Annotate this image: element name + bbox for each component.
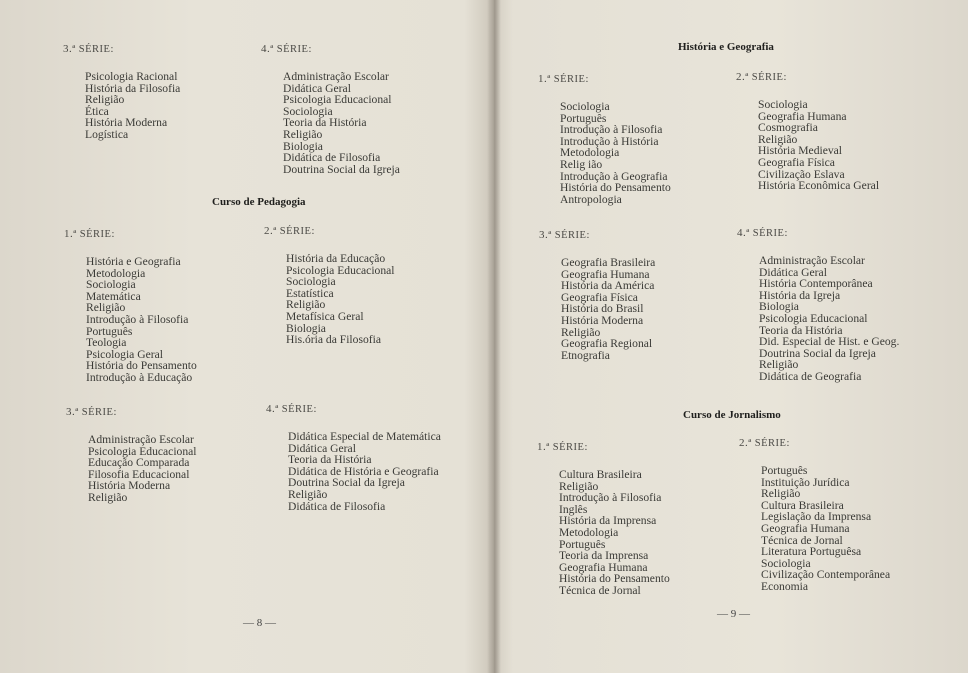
subject-item: Biologia — [286, 321, 326, 335]
serie-number: 2.ª — [736, 71, 749, 83]
subject-item: Didática Geral — [283, 81, 351, 95]
subject-item: História do Pensamento — [559, 572, 670, 586]
subject-item: Matemática — [86, 289, 141, 303]
subject-item: História Moderna — [85, 116, 168, 130]
subject-list — [63, 71, 180, 141]
serie-number: 4.ª — [261, 43, 274, 55]
page-number: — 8 — — [243, 617, 276, 629]
subject-item: Economia — [761, 579, 809, 593]
subject-item: Psicologia Educacional — [286, 263, 395, 277]
subject-item: Didática Especial de Matemática — [288, 430, 441, 443]
subject-item: Geografia Humana — [758, 109, 847, 123]
subject-item: Civilização Eslava — [758, 167, 845, 181]
serie-word: SÉRIE: — [554, 230, 590, 241]
subject-item: História e Geografia — [86, 255, 181, 268]
serie-number: 1.ª — [64, 228, 77, 240]
serie-number: 2.ª — [739, 437, 752, 449]
subject-item: Religião — [758, 132, 798, 146]
subject-item: Geografia Física — [561, 290, 638, 304]
subject-list — [739, 465, 890, 593]
serie-word: SÉRIE: — [281, 404, 317, 415]
block-jornalismo-2-serie — [739, 437, 890, 593]
subject-item: Cultura Brasileira — [559, 468, 642, 481]
subject-item: Metafísica Geral — [286, 309, 364, 323]
subject-item: Religião — [761, 487, 801, 501]
subject-list — [266, 431, 441, 512]
serie-word: SÉRIE: — [752, 228, 788, 239]
subject-item: Metodologia — [559, 525, 619, 539]
serie-word: SÉRIE: — [276, 44, 312, 55]
subject-list — [537, 469, 670, 597]
block-3-serie — [63, 43, 180, 141]
subject-list — [737, 255, 899, 383]
subject-item: Administração Escolar — [88, 433, 194, 446]
serie-word: SÉRIE: — [279, 226, 315, 237]
subject-item: Português — [761, 464, 808, 477]
subject-item: Educação Comparada — [88, 456, 190, 470]
subject-item: Doutrina Social da Igreja — [759, 346, 876, 360]
subject-item: Geografia Brasileira — [561, 256, 656, 269]
subject-item: Introdução à Filosofia — [560, 123, 663, 137]
block-pedagogia-3-serie — [66, 406, 197, 504]
subject-list — [538, 101, 671, 205]
subject-item: Religião — [85, 93, 125, 107]
subject-item: Didática de História e Geografia — [288, 464, 439, 478]
subject-item: Filosofia Educacional — [88, 467, 190, 481]
serie-number: 4.ª — [266, 403, 279, 415]
serie-word: SÉRIE: — [78, 44, 114, 55]
page-number: — 9 — — [717, 608, 750, 620]
subject-item: Etnografia — [561, 348, 610, 362]
subject-list — [261, 71, 400, 175]
subject-item: Português — [559, 537, 606, 551]
subject-item: Did. Especial de Hist. e Geog. — [759, 335, 900, 349]
subject-item: Sociologia — [761, 556, 811, 570]
serie-label — [736, 71, 879, 83]
subject-item: Psicologia Educacional — [88, 444, 197, 458]
subject-item: Metodologia — [86, 266, 146, 280]
page-9 — [495, 0, 968, 673]
serie-number: 3.ª — [539, 229, 552, 241]
serie-number: 3.ª — [66, 406, 79, 418]
subject-list — [539, 257, 655, 361]
subject-item: História da Imprensa — [559, 514, 657, 528]
subject-item: História da Filosofia — [85, 81, 181, 95]
subject-item: História da América — [561, 279, 655, 293]
subject-item: Teoria da História — [288, 453, 372, 467]
subject-item: Religião — [86, 301, 126, 315]
serie-number: 1.ª — [538, 73, 551, 85]
subject-item: Inglês — [559, 502, 588, 516]
subject-item: Técnica de Jornal — [761, 533, 843, 547]
subject-item: Didática Geral — [759, 265, 827, 279]
subject-item: Geografia Regional — [561, 337, 653, 351]
subject-item: História do Brasil — [561, 302, 644, 316]
subject-item: História da Igreja — [759, 288, 841, 302]
subject-list — [264, 253, 395, 346]
serie-label — [261, 43, 400, 55]
course-heading-jornalismo: Curso de Jornalismo — [683, 409, 781, 421]
subject-item: Sociologia — [283, 104, 333, 118]
block-hg-2-serie — [736, 71, 879, 192]
course-heading-historia-geografia: História e Geografia — [678, 41, 774, 53]
subject-item: Geografia Humana — [761, 521, 850, 535]
subject-item: Doutrina Social da Igreja — [283, 162, 400, 176]
serie-number: 4.ª — [737, 227, 750, 239]
subject-item: Didática de Geografia — [759, 369, 862, 383]
serie-number: 1.ª — [537, 441, 550, 453]
subject-item: Literatura Portuguêsa — [761, 545, 862, 559]
subject-item: Psicologia Racional — [85, 70, 178, 83]
subject-item: Cosmografia — [758, 121, 818, 135]
course-heading-pedagogia: Curso de Pedagogia — [212, 196, 306, 208]
serie-label — [266, 403, 441, 415]
block-hg-1-serie — [538, 73, 671, 205]
subject-item: História do Pensamento — [560, 181, 671, 195]
subject-item: Estatística — [286, 286, 334, 300]
subject-item: Didática de Filosofia — [288, 499, 386, 513]
subject-item: Sociologia — [758, 98, 808, 111]
subject-item: Sociologia — [560, 100, 610, 113]
serie-label — [537, 441, 670, 453]
subject-item: Instituição Jurídica — [761, 475, 850, 489]
serie-word: SÉRIE: — [754, 438, 790, 449]
block-4-serie — [261, 43, 400, 175]
subject-item: Antropologia — [560, 192, 622, 206]
subject-item: História do Pensamento — [86, 359, 197, 373]
subject-list — [736, 99, 879, 192]
subject-item: História Econômica Geral — [758, 179, 880, 193]
serie-label — [538, 73, 671, 85]
subject-item: Psicologia Educacional — [759, 311, 868, 325]
subject-item: Teoria da História — [283, 116, 367, 130]
subject-item: Logística — [85, 127, 129, 141]
block-pedagogia-4-serie — [266, 403, 441, 512]
block-hg-4-serie — [737, 227, 899, 383]
subject-list — [66, 434, 197, 504]
serie-label — [264, 225, 395, 237]
subject-item: Introdução à Geografia — [560, 169, 668, 183]
subject-item: Biologia — [759, 300, 799, 314]
subject-item: Geografia Humana — [561, 267, 650, 281]
serie-word: SÉRIE: — [81, 407, 117, 418]
subject-item: Doutrina Social da Igreja — [288, 476, 405, 490]
subject-item: Religião — [759, 358, 799, 372]
block-hg-3-serie — [539, 229, 655, 361]
block-pedagogia-1-serie — [64, 228, 197, 384]
subject-item: Português — [560, 111, 607, 125]
subject-item: Introdução à História — [560, 134, 659, 148]
serie-label — [539, 229, 655, 241]
serie-label — [64, 228, 197, 240]
subject-item: Religião — [88, 490, 128, 504]
subject-item: Sociologia — [286, 275, 336, 289]
subject-item: Introdução à Filosofia — [86, 312, 189, 326]
subject-item: Teoria da História — [759, 323, 843, 337]
subject-item: Didática Geral — [288, 441, 356, 455]
subject-item: Psicologia Geral — [86, 347, 163, 361]
serie-label — [66, 406, 197, 418]
serie-word: SÉRIE: — [79, 229, 115, 240]
subject-list — [64, 256, 197, 384]
subject-item: Geografia Humana — [559, 560, 648, 574]
subject-item: Psicologia Educacional — [283, 93, 392, 107]
block-pedagogia-2-serie — [264, 225, 395, 346]
subject-item: Religião — [559, 479, 599, 493]
subject-item: Relig ião — [560, 157, 603, 171]
subject-item: História Contemporânea — [759, 277, 873, 291]
subject-item: Teoria da Imprensa — [559, 549, 649, 563]
subject-item: Religião — [283, 127, 323, 141]
subject-item: Sociologia — [86, 278, 136, 292]
subject-item: Metodologia — [560, 146, 620, 160]
subject-item: Técnica de Jornal — [559, 583, 641, 597]
subject-item: Civilização Contemporânea — [761, 568, 891, 582]
serie-label — [63, 43, 180, 55]
subject-item: Administração Escolar — [283, 70, 389, 83]
subject-item: Religião — [561, 325, 601, 339]
subject-item: Didática de Filosofia — [283, 151, 381, 165]
serie-word: SÉRIE: — [553, 74, 589, 85]
subject-item: História Moderna — [561, 313, 644, 327]
serie-label — [739, 437, 890, 449]
subject-item: Geografia Física — [758, 155, 835, 169]
block-jornalismo-1-serie — [537, 441, 670, 597]
serie-number: 2.ª — [264, 225, 277, 237]
subject-item: Administração Escolar — [759, 254, 865, 267]
serie-number: 3.ª — [63, 43, 76, 55]
serie-word: SÉRIE: — [751, 72, 787, 83]
subject-item: Português — [86, 324, 133, 338]
subject-item: História da Educação — [286, 252, 386, 265]
subject-item: Biologia — [283, 139, 323, 153]
subject-item: Teologia — [86, 336, 127, 350]
subject-item: Religião — [286, 298, 326, 312]
subject-item: História Moderna — [88, 479, 171, 493]
serie-word: SÉRIE: — [552, 442, 588, 453]
subject-item: His.ória da Filosofia — [286, 333, 381, 347]
subject-item: Cultura Brasileira — [761, 498, 844, 512]
subject-item: Ética — [85, 104, 109, 118]
subject-item: Introdução à Educação — [86, 370, 193, 384]
subject-item: Legislação da Imprensa — [761, 510, 872, 524]
subject-item: História Medieval — [758, 144, 843, 158]
subject-item: Introdução à Filosofia — [559, 491, 662, 505]
subject-item: Religião — [288, 487, 328, 501]
serie-label — [737, 227, 899, 239]
